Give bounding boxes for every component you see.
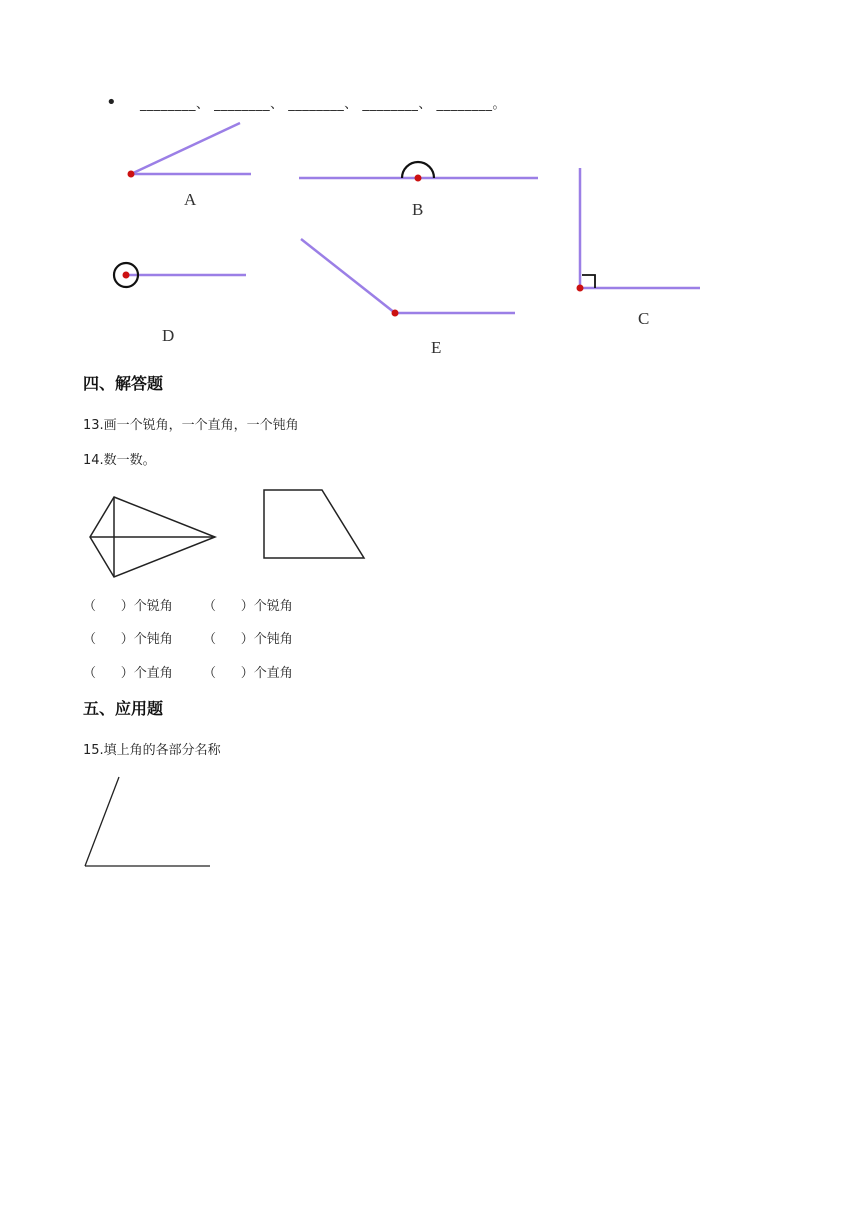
angle-b: [299, 162, 538, 182]
answer-row-right-1: （ ）个直角: [83, 666, 173, 681]
question-13: 13.画一个锐角，一个直角，一个钝角: [83, 418, 299, 433]
label-e: E: [431, 338, 442, 357]
question-15: 15.填上角的各部分名称: [83, 743, 221, 758]
kite-figure: [90, 497, 215, 577]
answer-row-acute-2: （ ）个锐角: [203, 599, 293, 614]
answer-row-obtuse-2: （ ）个钝角: [203, 632, 293, 647]
label-a: A: [184, 190, 197, 209]
question-14: 14.数一数。: [83, 453, 156, 468]
label-b: B: [412, 200, 424, 219]
section-title-5: 五、应用题: [83, 699, 164, 718]
trapezoid-figure: [264, 490, 364, 558]
angle-e: [301, 239, 515, 317]
answer-blanks: ________、 ________、 ________、 ________、 ________。: [140, 97, 507, 112]
label-d: D: [162, 326, 175, 345]
bullet-point: •: [106, 92, 117, 113]
q15-angle: [85, 777, 210, 866]
answer-row-obtuse-1: （ ）个钝角: [83, 632, 173, 647]
angle-d: [114, 263, 246, 287]
answer-row-right-2: （ ）个直角: [203, 666, 293, 681]
label-c: C: [638, 309, 650, 328]
angle-c: [577, 168, 701, 292]
answer-row-acute-1: （ ）个锐角: [83, 599, 173, 614]
section-title-4: 四、解答题: [83, 374, 164, 393]
angle-a: [128, 123, 252, 178]
